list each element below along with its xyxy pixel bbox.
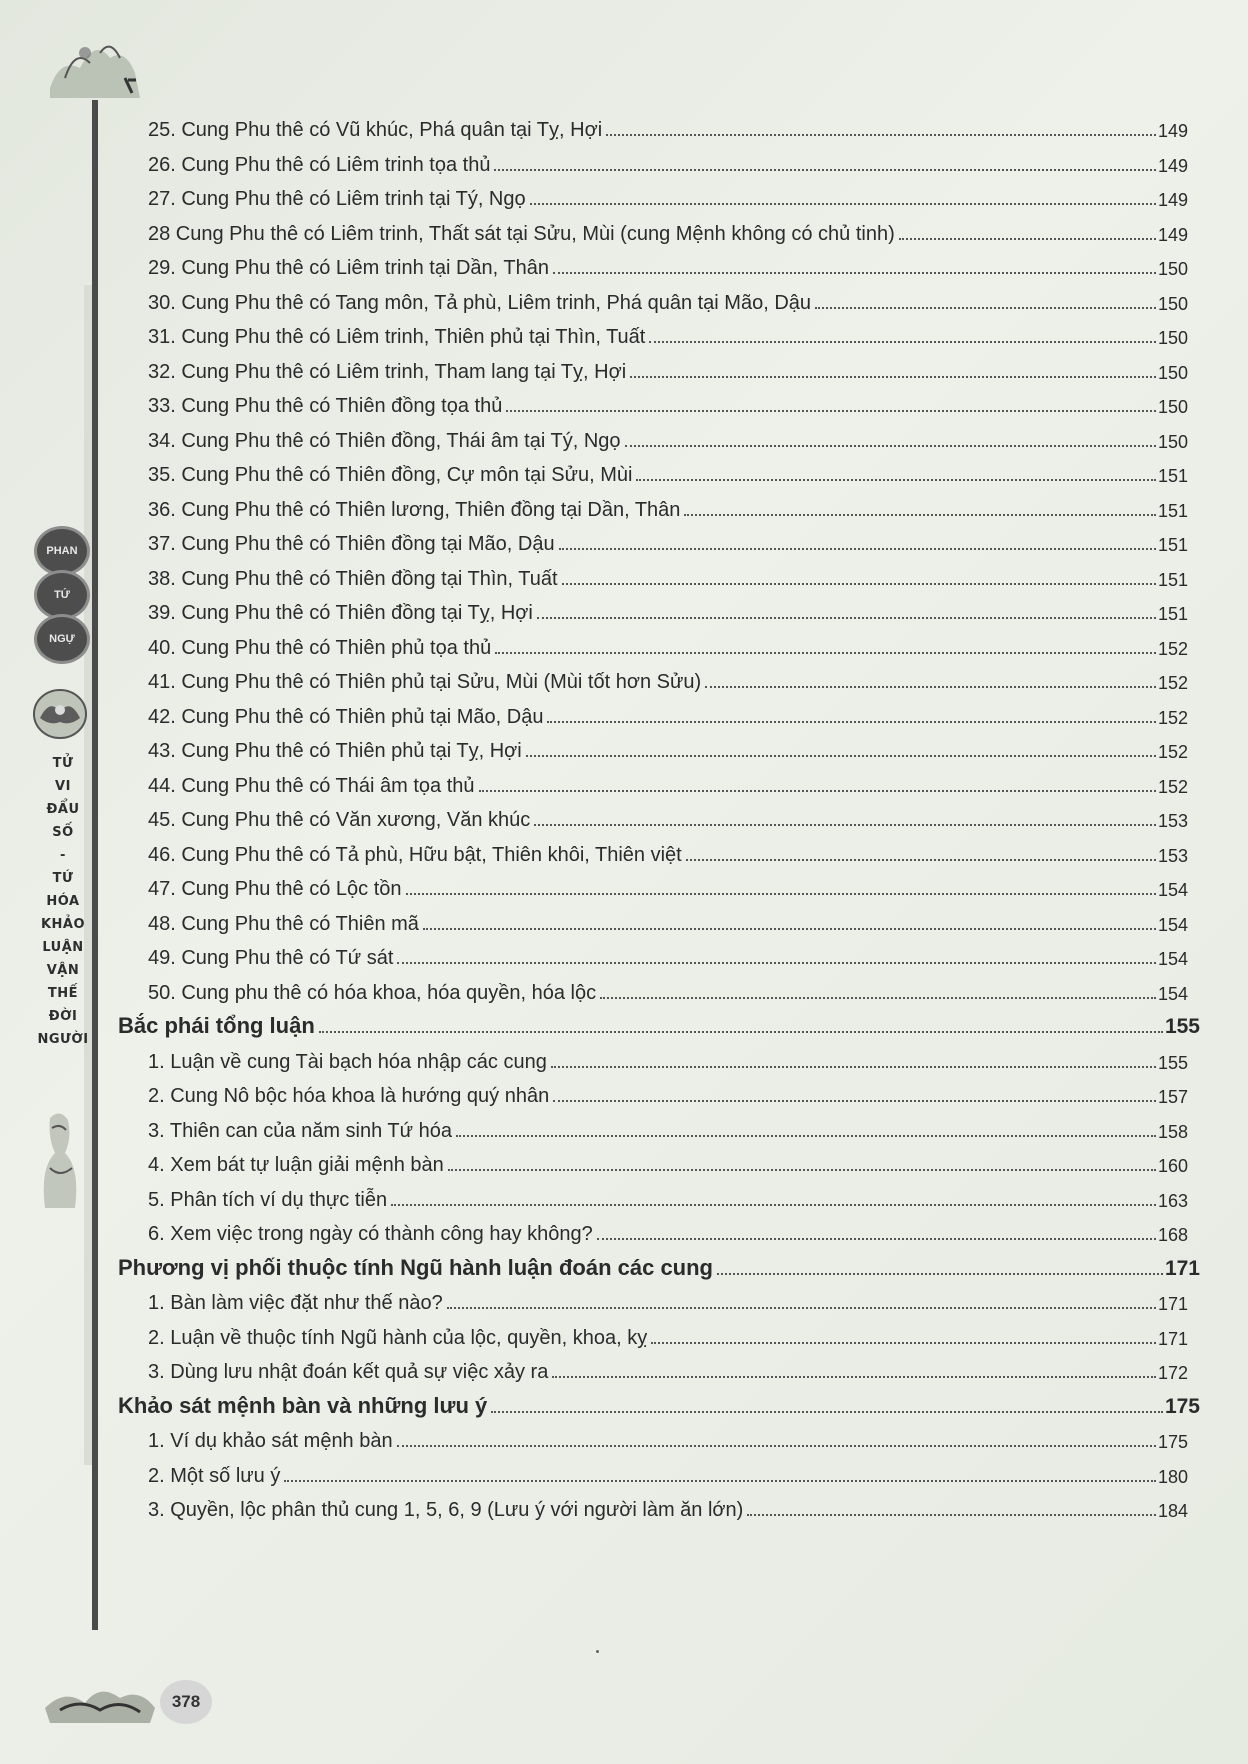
- entry-title: 50. Cung phu thê có hóa khoa, hóa quyền, hóa lộc: [148, 982, 597, 1004]
- entry-title: 37. Cung Phu thê có Thiên đồng tại Mão, Dậu: [148, 533, 555, 555]
- title-line: KHẢO: [40, 917, 86, 932]
- entry-title: 43. Cung Phu thê có Thiên phủ tại Tỵ, Hợi: [148, 740, 522, 762]
- dot-leader: [534, 824, 1156, 826]
- page-ref: 151: [1157, 570, 1188, 590]
- toc-entry: [148, 764, 1188, 798]
- page-ref: 150: [1157, 259, 1188, 279]
- entry-title: 48. Cung Phu thê có Thiên mã: [148, 913, 419, 935]
- dot-leader: [530, 203, 1156, 205]
- toc-entry: [148, 591, 1188, 625]
- entry-title: 28 Cung Phu thê có Liêm trinh, Thất sát tại Sửu, Mùi (cung Mệnh không có chủ tinh): [148, 223, 895, 245]
- entry-title: 41. Cung Phu thê có Thiên phủ tại Sửu, Mùi (Mùi tốt hơn Sửu): [148, 671, 702, 693]
- toc-entry: [148, 108, 1188, 142]
- entry-title: 30. Cung Phu thê có Tang môn, Tả phù, Liêm trinh, Phá quân tại Mão, Dậu: [148, 292, 812, 314]
- toc-entry: [148, 246, 1188, 280]
- title-line: SỐ: [52, 825, 74, 840]
- speck: [596, 1650, 599, 1653]
- dot-leader: [684, 514, 1156, 516]
- title-line: TỨ: [52, 871, 74, 886]
- entry-title: 6. Xem việc trong ngày có thành công hay không?: [148, 1223, 593, 1245]
- entry-title: 27. Cung Phu thê có Liêm trinh tại Tý, Ngọ: [148, 188, 526, 210]
- toc-entry: [148, 419, 1188, 453]
- entry-title: 36. Cung Phu thê có Thiên lương, Thiên đồng tại Dần, Thân: [148, 499, 681, 521]
- page-ref: 160: [1157, 1156, 1188, 1176]
- dot-leader: [397, 962, 1156, 964]
- entry-title: 3. Quyền, lộc phân thủ cung 1, 5, 6, 9 (Lưu ý với người làm ăn lớn): [148, 1499, 744, 1521]
- toc-entry: [148, 522, 1188, 556]
- title-line: LUẬN: [42, 940, 84, 955]
- toc-entry: [148, 143, 1188, 177]
- page-ref: 163: [1157, 1191, 1188, 1211]
- dot-leader: [553, 1100, 1156, 1102]
- dot-leader: [552, 1376, 1156, 1378]
- page-ref: 153: [1157, 811, 1188, 831]
- dot-leader: [625, 445, 1156, 447]
- toc-entry: [148, 660, 1188, 694]
- dot-leader: [597, 1238, 1156, 1240]
- page-ref: 151: [1157, 604, 1188, 624]
- page-ref: 150: [1157, 432, 1188, 452]
- page-ref: 151: [1157, 501, 1188, 521]
- entry-title: 38. Cung Phu thê có Thiên đồng tại Thìn, Tuất: [148, 568, 558, 590]
- title-line: ĐỜI: [48, 1009, 78, 1024]
- title-line: HÓA: [46, 894, 80, 909]
- title-line: VI: [55, 779, 71, 794]
- entry-title: 32. Cung Phu thê có Liêm trinh, Tham lang tại Tỵ, Hợi: [148, 361, 627, 383]
- toc-entry: [148, 798, 1188, 832]
- entry-title: 35. Cung Phu thê có Thiên đồng, Cự môn tại Sửu, Mùi: [148, 464, 633, 486]
- toc-entry: [148, 1281, 1188, 1315]
- dot-leader: [717, 1273, 1163, 1275]
- dot-leader: [705, 686, 1156, 688]
- page-ref: 150: [1157, 363, 1188, 383]
- toc-entry: [148, 1143, 1188, 1177]
- entry-title: 49. Cung Phu thê có Tứ sát: [148, 947, 394, 969]
- entry-title: Bắc phái tổng luận: [118, 1013, 315, 1038]
- entry-title: 1. Bàn làm việc đặt như thế nào?: [148, 1292, 443, 1314]
- toc-entry: [148, 1074, 1188, 1108]
- page-ref: 152: [1157, 777, 1188, 797]
- dot-leader: [551, 1066, 1156, 1068]
- entry-title: 25. Cung Phu thê có Vũ khúc, Phá quân tại Tỵ, Hợi: [148, 119, 603, 141]
- dot-leader: [456, 1135, 1156, 1137]
- dot-leader: [815, 307, 1156, 309]
- dot-leader: [479, 790, 1156, 792]
- page-ref: 155: [1164, 1015, 1200, 1038]
- page-ref: 175: [1164, 1395, 1200, 1418]
- page-ref: 149: [1157, 121, 1188, 141]
- dot-leader: [747, 1514, 1156, 1516]
- toc-entry: [148, 557, 1188, 591]
- title-line: ĐẨU: [46, 802, 80, 817]
- dot-leader: [391, 1204, 1156, 1206]
- toc-entry: [148, 1350, 1188, 1384]
- badge-ngu: NGỰ: [34, 614, 90, 664]
- dot-leader: [600, 997, 1156, 999]
- page-ref: 154: [1157, 949, 1188, 969]
- toc-entry: [148, 1109, 1188, 1143]
- dot-leader: [547, 721, 1156, 723]
- page-ref: 154: [1157, 880, 1188, 900]
- page-ref: 152: [1157, 708, 1188, 728]
- toc-entry: [148, 453, 1188, 487]
- dot-leader: [636, 479, 1155, 481]
- page-ref: 171: [1164, 1257, 1200, 1280]
- page-ref: 151: [1157, 535, 1188, 555]
- page-ref: 172: [1157, 1363, 1188, 1383]
- toc-entry: [148, 902, 1188, 936]
- dot-leader: [406, 893, 1156, 895]
- dot-leader: [537, 617, 1156, 619]
- page-ref: 150: [1157, 397, 1188, 417]
- toc-entry: [148, 1212, 1188, 1246]
- page-ref: 180: [1157, 1467, 1188, 1487]
- entry-title: 2. Cung Nô bộc hóa khoa là hướng quý nhân: [148, 1085, 550, 1107]
- page-ref: 149: [1157, 225, 1188, 245]
- toc-entry: [148, 1419, 1188, 1453]
- page-ref: 149: [1157, 190, 1188, 210]
- section-heading: [118, 1247, 1200, 1281]
- page-ref: 150: [1157, 328, 1188, 348]
- title-line: VẬN: [46, 963, 80, 978]
- dot-leader: [423, 928, 1156, 930]
- page-ref: 168: [1157, 1225, 1188, 1245]
- toc-entry: [148, 1316, 1188, 1350]
- entry-title: 47. Cung Phu thê có Lộc tồn: [148, 878, 402, 900]
- entry-title: 44. Cung Phu thê có Thái âm tọa thủ: [148, 775, 475, 797]
- dot-leader: [284, 1480, 1156, 1482]
- page-ref: 152: [1157, 742, 1188, 762]
- toc-entry: [148, 695, 1188, 729]
- entry-title: 1. Luận về cung Tài bạch hóa nhập các cung: [148, 1051, 547, 1073]
- toc-entry: [148, 350, 1188, 384]
- dot-leader: [562, 583, 1156, 585]
- page-ref: 152: [1157, 673, 1188, 693]
- toc-entry: [148, 833, 1188, 867]
- entry-title: 3. Dùng lưu nhật đoán kết quả sự việc xảy ra: [148, 1361, 549, 1383]
- entry-title: 40. Cung Phu thê có Thiên phủ tọa thủ: [148, 637, 492, 659]
- section-heading: [118, 1005, 1200, 1039]
- dot-leader: [559, 548, 1156, 550]
- entry-title: 29. Cung Phu thê có Liêm trinh tại Dần, Thân: [148, 257, 549, 279]
- dot-leader: [506, 410, 1156, 412]
- page-ref: 151: [1157, 466, 1188, 486]
- toc-entry: [148, 729, 1188, 763]
- toc-entry: [148, 1454, 1188, 1488]
- dot-leader: [447, 1307, 1156, 1309]
- entry-title: 34. Cung Phu thê có Thiên đồng, Thái âm tại Tý, Ngọ: [148, 430, 621, 452]
- dot-leader: [606, 134, 1156, 136]
- dot-leader: [553, 272, 1156, 274]
- entry-title: 1. Ví dụ khảo sát mệnh bàn: [148, 1430, 393, 1452]
- dot-leader: [630, 376, 1156, 378]
- badge-tu: TỨ: [34, 570, 90, 620]
- dot-leader: [495, 652, 1156, 654]
- page-ref: 154: [1157, 984, 1188, 1004]
- dot-leader: [526, 755, 1156, 757]
- dot-leader: [397, 1445, 1156, 1447]
- toc-entry: [148, 212, 1188, 246]
- title-line: NGƯỜI: [37, 1032, 89, 1047]
- toc-entry: [148, 1488, 1188, 1522]
- toc-entry: [148, 1040, 1188, 1074]
- section-heading: [118, 1385, 1200, 1419]
- toc-entry: [148, 281, 1188, 315]
- toc-entry: [148, 384, 1188, 418]
- page-ref: 154: [1157, 915, 1188, 935]
- toc-entry: [148, 936, 1188, 970]
- page-ref: 150: [1157, 294, 1188, 314]
- dot-leader: [319, 1031, 1163, 1033]
- entry-title: 3. Thiên can của năm sinh Tứ hóa: [148, 1120, 452, 1142]
- entry-title: 4. Xem bát tự luận giải mệnh bàn: [148, 1154, 444, 1176]
- toc-entry: [148, 315, 1188, 349]
- page-ref: 171: [1157, 1294, 1188, 1314]
- entry-title: 26. Cung Phu thê có Liêm trinh tọa thủ: [148, 154, 491, 176]
- dot-leader: [686, 859, 1156, 861]
- badge-phan: PHAN: [34, 526, 90, 576]
- page-number: 378: [160, 1680, 212, 1724]
- toc-entry: [148, 971, 1188, 1005]
- entry-title: 31. Cung Phu thê có Liêm trinh, Thiên phủ tại Thìn, Tuất: [148, 326, 646, 348]
- toc-entry: [148, 626, 1188, 660]
- page-ref: 171: [1157, 1329, 1188, 1349]
- title-line: -: [60, 848, 66, 863]
- title-line: THẾ: [47, 986, 79, 1001]
- dot-leader: [651, 1342, 1156, 1344]
- page-ref: 153: [1157, 846, 1188, 866]
- toc-entry: [148, 177, 1188, 211]
- page-ref: 152: [1157, 639, 1188, 659]
- page-ref: 157: [1157, 1087, 1188, 1107]
- page-ref: 155: [1157, 1053, 1188, 1073]
- dot-leader: [899, 238, 1156, 240]
- entry-title: 42. Cung Phu thê có Thiên phủ tại Mão, Dậu: [148, 706, 544, 728]
- dot-leader: [491, 1411, 1163, 1413]
- entry-title: Khảo sát mệnh bàn và những lưu ý: [118, 1393, 488, 1418]
- entry-title: 5. Phân tích ví dụ thực tiễn: [148, 1189, 388, 1211]
- entry-title: 45. Cung Phu thê có Văn xương, Văn khúc: [148, 809, 531, 831]
- entry-title: 33. Cung Phu thê có Thiên đồng tọa thủ: [148, 395, 503, 417]
- page-ref: 149: [1157, 156, 1188, 176]
- page-ref: 184: [1157, 1501, 1188, 1521]
- dot-leader: [649, 341, 1156, 343]
- entry-title: 39. Cung Phu thê có Thiên đồng tại Tỵ, Hợi: [148, 602, 533, 624]
- title-line: TỬ: [52, 756, 74, 771]
- entry-title: Phương vị phối thuộc tính Ngũ hành luận đoán các cung: [118, 1255, 713, 1280]
- dot-leader: [448, 1169, 1156, 1171]
- page-ref: 175: [1157, 1432, 1188, 1452]
- entry-title: 46. Cung Phu thê có Tả phù, Hữu bật, Thiên khôi, Thiên việt: [148, 844, 682, 866]
- dot-leader: [494, 169, 1156, 171]
- toc-entry: [148, 867, 1188, 901]
- entry-title: 2. Một số lưu ý: [148, 1465, 281, 1487]
- entry-title: 2. Luận về thuộc tính Ngũ hành của lộc, quyền, khoa, kỵ: [148, 1327, 648, 1349]
- toc-entry: [148, 1178, 1188, 1212]
- toc-entry: [148, 488, 1188, 522]
- page-ref: 158: [1157, 1122, 1188, 1142]
